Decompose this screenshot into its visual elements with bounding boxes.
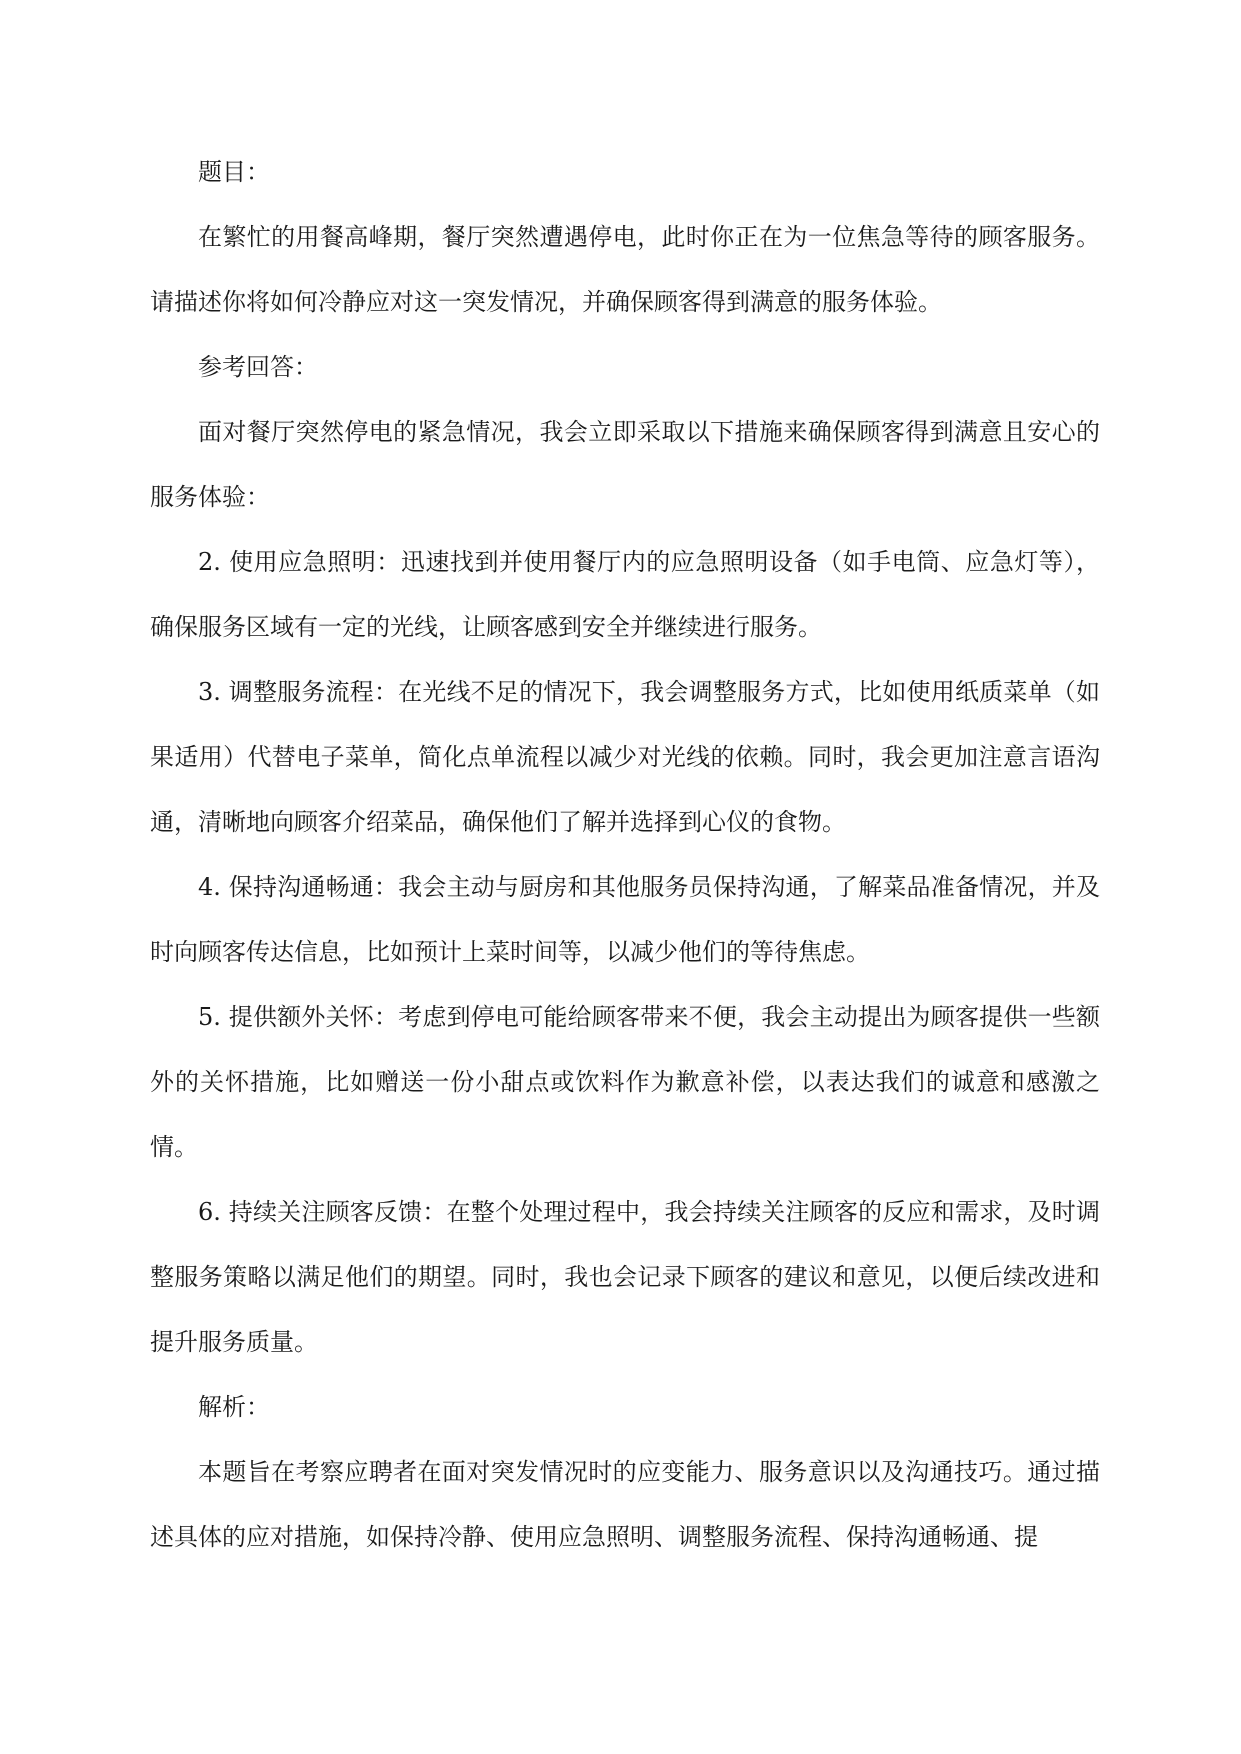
analysis-text: 本题旨在考察应聘者在面对突发情况时的应变能力、服务意识以及沟通技巧。通过描述具体的应对措施，如保持冷静、使用应急照明、调整服务流程、保持沟通畅通、提 <box>150 1458 1100 1551</box>
question-heading: 题目： <box>198 158 270 186</box>
answer-item-3: 3. 调整服务流程：在光线不足的情况下，我会调整服务方式，比如使用纸质菜单（如果适用）代替电子菜单，简化点单流程以减少对光线的依赖。同时，我会更加注意言语沟通，清晰地向顾客介绍菜品，确保他们了解并选择到心仪的食物。 <box>150 678 1100 836</box>
answer-intro: 面对餐厅突然停电的紧急情况，我会立即采取以下措施来确保顾客得到满意且安心的服务体验： <box>150 418 1100 511</box>
answer-item-5: 5. 提供额外关怀：考虑到停电可能给顾客带来不便，我会主动提出为顾客提供一些额外的关怀措施，比如赠送一份小甜点或饮料作为歉意补偿，以表达我们的诚意和感激之情。 <box>150 1003 1100 1161</box>
analysis-heading: 解析： <box>198 1393 270 1421</box>
document-page <box>150 140 1100 1570</box>
answer-item-6: 6. 持续关注顾客反馈：在整个处理过程中，我会持续关注顾客的反应和需求，及时调整服务策略以满足他们的期望。同时，我也会记录下顾客的建议和意见，以便后续改进和提升服务质量。 <box>150 1198 1100 1356</box>
answer-item-2: 2. 使用应急照明：迅速找到并使用餐厅内的应急照明设备（如手电筒、应急灯等），确保服务区域有一定的光线，让顾客感到安全并继续进行服务。 <box>150 548 1100 641</box>
answer-item-4: 4. 保持沟通畅通：我会主动与厨房和其他服务员保持沟通，了解菜品准备情况，并及时向顾客传达信息，比如预计上菜时间等，以减少他们的等待焦虑。 <box>150 873 1100 966</box>
answer-heading: 参考回答： <box>198 353 318 381</box>
question-text: 在繁忙的用餐高峰期，餐厅突然遭遇停电，此时你正在为一位焦急等待的顾客服务。请描述你将如何冷静应对这一突发情况，并确保顾客得到满意的服务体验。 <box>150 223 1100 316</box>
